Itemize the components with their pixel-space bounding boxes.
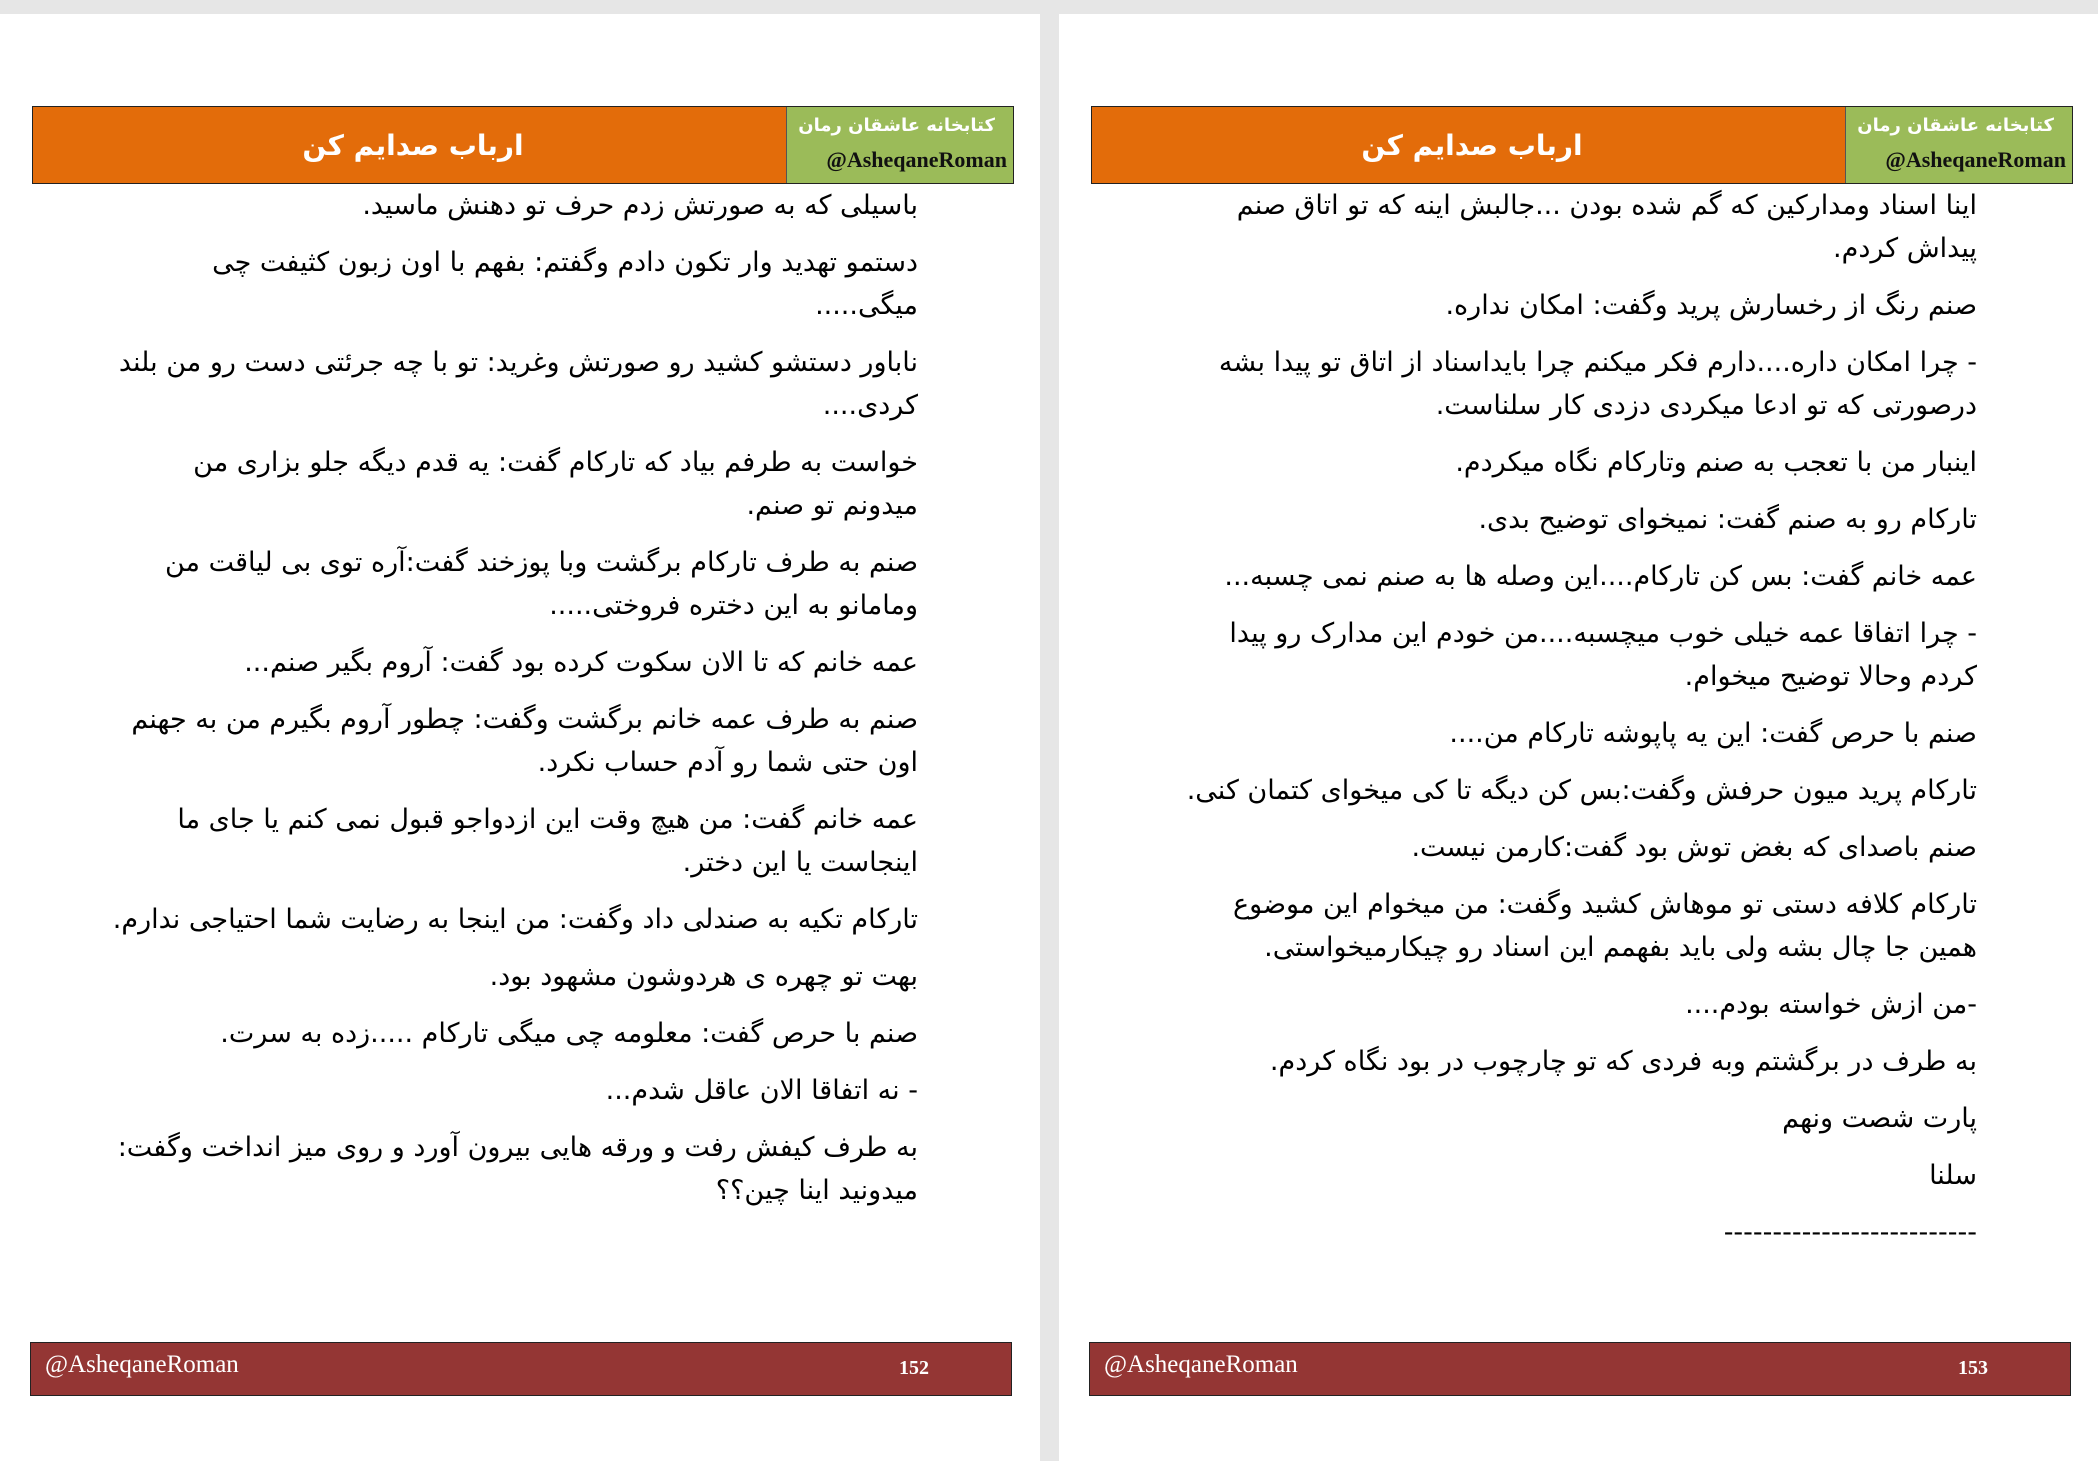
- brand-name: کتابخانه عاشقان رمان: [798, 115, 995, 136]
- paragraph: دستمو تهدید وار تکون دادم وگفتم: بفهم با اون زبون کثیفت چی میگی.....: [212, 247, 918, 321]
- paragraph: عمه خانم گفت: بس کن تارکام....این وصله ها به صنم نمی چسبه...: [1224, 561, 1977, 592]
- paragraph: عمه خانم که تا الان سکوت کرده بود گفت: آروم بگیر صنم...: [244, 647, 918, 678]
- paragraph: صنم باصدای که بغض توش بود گفت:کارمن نیست.: [1411, 832, 1977, 863]
- page-body: [1171, 184, 1977, 1268]
- separator-line: --------------------------: [1723, 1217, 1977, 1248]
- brand-handle: @AsheqaneRoman: [826, 147, 1007, 172]
- brand-handle: @AsheqaneRoman: [1885, 147, 2066, 172]
- paragraph: تارکام تکیه به صندلی داد وگفت: من اینجا به رضایت شما احتیاجی ندارم.: [112, 904, 918, 935]
- book-page-left: [0, 14, 1040, 1461]
- page-number: 152: [899, 1357, 929, 1379]
- paragraph: صنم رنگ از رخسارش پرید وگفت: امکان نداره.: [1445, 290, 1977, 321]
- paragraph: تارکام پرید میون حرفش وگفت:بس کن دیگه تا کی میخوای کتمان کنی.: [1186, 775, 1977, 806]
- page-header: [32, 106, 1014, 184]
- paragraph: صنم به طرف عمه خانم برگشت وگفت: چطور آروم بگیرم من به جهنم اون حتی شما رو آدم حساب نکرد.: [131, 704, 918, 778]
- page-footer: [1089, 1342, 2071, 1396]
- paragraph: -من ازش خواسته بودم....: [1685, 989, 1977, 1020]
- paragraph: - چرا امکان داره....دارم فکر میکنم چرا بایداسناد از اتاق تو پیدا بشه درصورتی که تو ادعا میکردی دزدی کار سلناست.: [1218, 347, 1977, 421]
- paragraph: تارکام رو به صنم گفت: نمیخوای توضیح بدی.: [1478, 504, 1977, 535]
- paragraph: به طرف کیفش رفت و ورقه هایی بیرون آورد و روی میز انداخت وگفت: میدونید اینا چین؟؟: [117, 1132, 918, 1206]
- page-body: [112, 184, 918, 1226]
- footer-handle: @AsheqaneRoman: [1104, 1351, 1298, 1378]
- paragraph: اینبار من با تعجب به صنم وتارکام نگاه میکردم.: [1455, 447, 1977, 478]
- footer-handle: @AsheqaneRoman: [45, 1351, 239, 1378]
- paragraph: باسیلی که به صورتش زدم حرف تو دهنش ماسید.: [362, 190, 918, 221]
- page-footer: [30, 1342, 1012, 1396]
- paragraph: ناباور دستشو کشید رو صورتش وغرید: تو با چه جرئتی دست رو من بلند کردی....: [118, 347, 918, 421]
- brand-name: کتابخانه عاشقان رمان: [1857, 115, 2054, 136]
- page-header: [1091, 106, 2073, 184]
- paragraph: به طرف در برگشتم وبه فردی که تو چارچوب در بود نگاه کردم.: [1269, 1046, 1977, 1077]
- paragraph: خواست به طرفم بیاد که تارکام گفت: یه قدم دیگه جلو بزاری من میدونم تو صنم.: [193, 447, 918, 521]
- paragraph: - چرا اتفاقا عمه خیلی خوب میچسبه....من خودم این مدارک رو پیدا کردم وحالا توضیح میخوام.: [1229, 618, 1977, 692]
- paragraph: عمه خانم گفت: من هیچ وقت این ازدواجو قبول نمی کنم یا جای ما اینجاست یا این دختر.: [177, 804, 918, 878]
- paragraph: پارت شصت ونهم: [1782, 1103, 1977, 1134]
- book-page-right: [1059, 14, 2098, 1461]
- paragraph: صنم با حرص گفت: معلومه چی میگی تارکام .....زده به سرت.: [220, 1018, 918, 1049]
- paragraph: صنم به طرف تارکام برگشت وبا پوزخند گفت:آره توی بی لیاقت من ومامانو به این دختره فروختی.....: [164, 547, 918, 621]
- book-title: ارباب صدایم کن: [302, 128, 524, 162]
- book-title: ارباب صدایم کن: [1361, 128, 1583, 162]
- paragraph: - نه اتفاقا الان عاقل شدم...: [605, 1075, 918, 1106]
- brand-box: [1845, 107, 2072, 183]
- page-number: 153: [1958, 1357, 1988, 1379]
- paragraph: سلنا: [1929, 1160, 1977, 1191]
- paragraph: تارکام کلافه دستی تو موهاش کشید وگفت: من میخوام این موضوع همین جا چال بشه ولی باید بفهمم این اسناد رو چیکارمیخواستی.: [1233, 889, 1977, 963]
- paragraph: اینا اسناد ومدارکین که گم شده بودن ...جالبش اینه که تو اتاق صنم پیداش کردم.: [1236, 190, 1977, 264]
- paragraph: بهت تو چهره ی هردوشون مشهود بود.: [489, 961, 918, 992]
- paragraph: صنم با حرص گفت: این یه پاپوشه تارکام من....: [1449, 718, 1977, 749]
- brand-box: [786, 107, 1013, 183]
